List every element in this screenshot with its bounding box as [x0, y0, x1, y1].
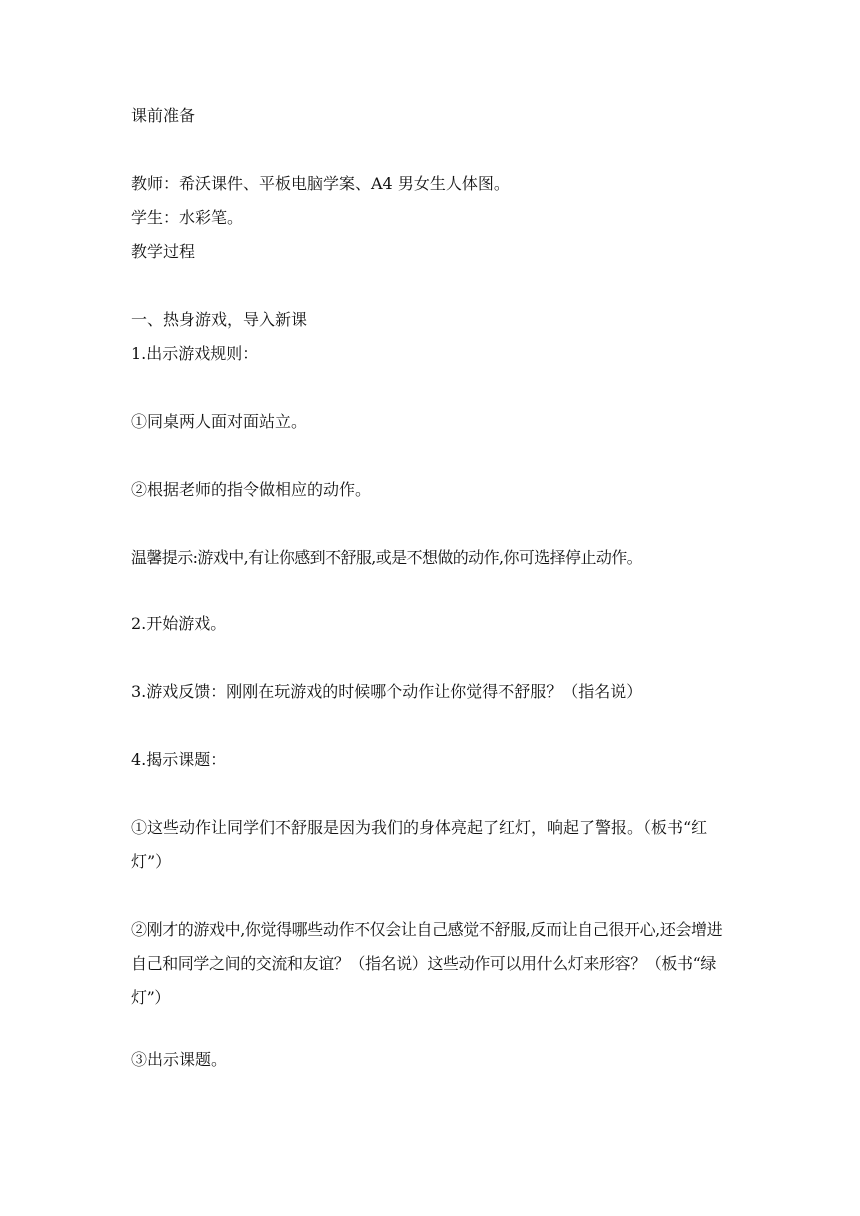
rule-1: ①同桌两人面对面站立。	[131, 412, 308, 431]
reveal-3: ③出示课题。	[131, 1050, 228, 1069]
step-2: 2.开始游戏。	[131, 614, 227, 633]
process-heading: 教学过程	[131, 242, 196, 261]
reveal-1: ①这些动作让同学们不舒服是因为我们的身体亮起了红灯，响起了警报。（板书“红灯”）	[131, 818, 708, 871]
step-3: 3.游戏反馈：刚刚在玩游戏的时候哪个动作让你觉得不舒服？（指名说）	[131, 682, 643, 701]
step-1: 1.出示游戏规则：	[131, 344, 259, 363]
step-4: 4.揭示课题：	[131, 750, 227, 769]
rule-2: ②根据老师的指令做相应的动作。	[131, 480, 372, 499]
tip: 温馨提示:游戏中,有让你感到不舒服,或是不想做的动作,你可选择停止动作。	[131, 548, 643, 567]
teacher-materials: 教师：希沃课件、平板电脑学案、A4 男女生人体图。	[131, 174, 510, 193]
prep-heading: 课前准备	[131, 106, 196, 125]
reveal-2: ②刚才的游戏中,你觉得哪些动作不仅会让自己感觉不舒服,反而让自己很开心,还会增进自己和同学之间的交流和友谊？（指名说）这些动作可以用什么灯来形容？（板书“绿灯”）	[131, 920, 723, 1007]
student-materials: 学生：水彩笔。	[131, 208, 244, 227]
section-heading: 一、热身游戏，导入新课	[131, 310, 308, 329]
